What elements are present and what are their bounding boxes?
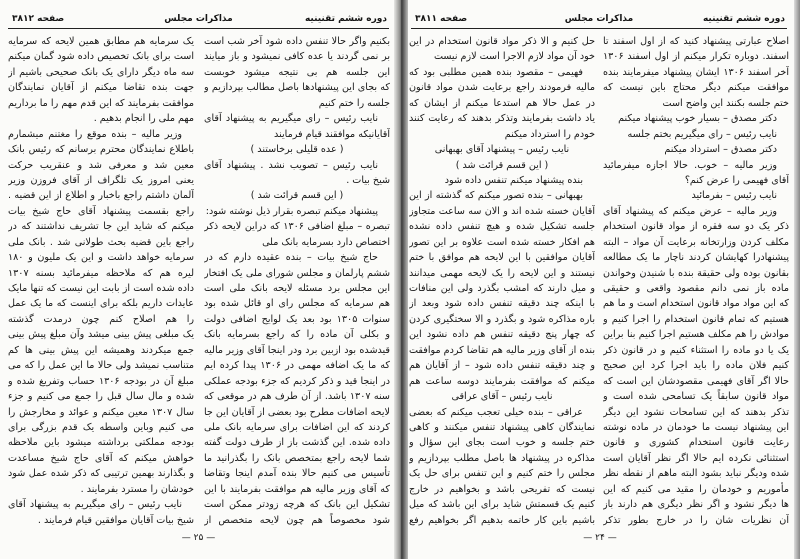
text-line: مأموریم و خودمان را مقید می کنیم که این [603, 483, 789, 495]
page-header [411, 12, 787, 29]
text-line: مبلغ آن در بودجه ۱۳۰۶ حساب وتفریغ شده و [8, 375, 194, 387]
text-line: قیدشده بود ازبین برد ودر اینجا آقای وزیر مالیه [204, 344, 390, 356]
text-line: هم افکار خسته شده است علاوه بر این تصور [409, 236, 595, 248]
text-line: نایب رئیس – تصویب نشد . پیشنهاد آقای [204, 159, 378, 171]
text-line: مجلس را ختم کنیم و این تنفس برای حل یک [409, 468, 595, 480]
text-line: شیخ بیات آقایان موافقین قیام فرمایند . [37, 514, 194, 526]
text-line: اصلاح عبارتی پیشنهاد کنید که از اول اسفند تا [603, 36, 789, 47]
text-line: نیست که تفریحی باشد و بخواهیم در خارج [409, 483, 595, 495]
text-line: بر نمی گردند یا عده کافی نمیشود و باز میایند [204, 51, 390, 63]
text-line: پیشنهادرا کهایشان کردند ناچار ما یک مطالعه [603, 252, 789, 264]
text-line: خودم را استرداد میکنم [504, 128, 595, 140]
text-line: هستیم که تمام قانون استخدام را اجرا کنیم و [603, 313, 789, 325]
text-line: سرمایه خواهد داشت و این یک ملیون و ۱۸۰ [8, 252, 194, 264]
page-3812 [0, 0, 397, 559]
text-line: آقایان موافقین با این لایحه هم موافق با ختم [409, 252, 595, 264]
text-line: بنده از آقای وزیر مالیه هم تقاضا کردم موافقت [409, 344, 595, 356]
text-line: رعایت قانون استخدام کشوری و قانون [603, 437, 789, 449]
text-line: یک سرمایه هم مطابق همین لایحه که سرمایه [8, 36, 194, 47]
page-folio: — ۲۴ — [583, 533, 617, 543]
text-line: باره مذاکره شود و بگذرد و الا سختگیری کردن [409, 313, 595, 325]
page-folio: — ۲۵ — [181, 533, 216, 543]
page-header [8, 12, 389, 29]
text-line: معین شد و معرفی شد و عنقریب حرکت [8, 159, 194, 171]
text-line: باطلاع نمایندگان محترم برسانم که رئیس بانک [8, 144, 194, 156]
text-line: داده شده. این گذشت باز از طرف دولت گفته [204, 437, 390, 449]
text-line: ختم جلسه بکنند این واضح است [662, 97, 789, 109]
text-line: داده شده است از بابت این نیست که تنها مایک [8, 283, 194, 294]
text-line: تشکیل این بانک که هرچه زودتر ممکن است [204, 499, 390, 511]
text-line: حل کنیم و الا ذکر مواد قانون استخدام در این [409, 36, 595, 47]
text-line: سه ماه دیگر دارای یک بانک صحیحی باشیم از [8, 66, 194, 78]
text-line: وزیر مالیه – خوب. حالا اجازه میفرمائید [603, 159, 777, 171]
text-line: حالا اگر آقای فهیمی مقصودشان این است که [603, 375, 789, 387]
text-line: کردند که این اضافات برای سرمایه بانک ملی [204, 421, 390, 433]
text-line: نیستند و این لایحه را یک لایحه مهمی میدانند [409, 267, 595, 279]
section-heading: نایب رئیس – پیشنهاد آقای بهبهانی [434, 144, 570, 156]
section-heading: ( این قسم قرائت شد ) [455, 159, 549, 171]
text-line: خودشان را مسترد بفرمایند . [80, 483, 194, 495]
text-line: را هم اصلاح کنم چون درمدت گذشته [8, 313, 194, 325]
text-line: باشیم باین کار خاتمه بدهیم اگر بخواهیم رفع [409, 514, 595, 526]
book-gutter-shadow [394, 0, 408, 559]
section-heading: نایب رئیس – آقای عراقی [451, 391, 553, 403]
text-line: تأسیس می کنیم حالا بنده آمدم اینجا وتقاضا [204, 468, 390, 480]
text-line: خواهش میکنم که آقای حاج شیخ مساعدت [8, 452, 194, 464]
text-line: حاج شیخ بیات – بنده عقیده دارم که در [204, 252, 378, 264]
text-line: که ما یک اضافه مهمی در ۱۳۰۶ پیدا کرده ایم [204, 360, 390, 372]
text-line: نایب رئیس – رای میگیریم بختم جلسه [627, 128, 777, 140]
text-line: و بگذارند بهمین ترتیبی که ذکر شده عمل شود [8, 468, 194, 480]
text-line: موافقت میکنم دیگر محتاج باین نیست که [603, 82, 789, 94]
text-line: نایب رئیس – رای میگیریم به پیشنهاد آقای [8, 499, 182, 511]
text-line: اسفند. دوباره تکرار میکنم از اول اسفند ۱۳۰۶ [603, 51, 789, 63]
text-line: آلمان داشتم راجع باخبار و اطلاع از این قضیه . [8, 190, 194, 202]
running-title: مذاکرات مجلس [164, 14, 233, 24]
text-line: یک یا دو ماده را استثناء کنیم و در قانون ذکر [603, 344, 789, 356]
text-line: با اینکه چند دقیقه تنفس داده شود وبعد از [409, 298, 595, 310]
session-label: دوره ششم تقنینیه [702, 14, 785, 24]
text-line: سال ۱۳۰۷ معین میکنم و عوائد و مخارجش را [8, 406, 194, 418]
session-label: دوره ششم تقنینیه [304, 14, 387, 24]
text-line: راجع باین قضیه بحث طولانی شد . بانک ملی [8, 236, 194, 248]
text-line: ها دیگر نشود و اگر نظر دیگری هم دارند باز [603, 499, 789, 511]
text-line: سنه ۱۳۰۷ باشد. از آن طرف هم در موقعی که [204, 391, 390, 403]
text-line: مواد قانون سابقاً یک تسامحی شده است و [603, 391, 789, 403]
section-heading: ( این قسم قرائت شد ) [250, 190, 344, 202]
text-line: جهت بنده تقاضا میکنم از آقایان نمایندگان [8, 82, 194, 94]
text-line: وزیر مالیه – بنده موقع را مغتنم میشمارم [8, 128, 182, 140]
text-line: شیخ بیات . [346, 174, 390, 186]
page-number-label: صفحه ۳۸۱۲ [12, 14, 65, 24]
text-line: که چهار پنج دقیقه تنفس هم داده نشود این [409, 329, 595, 341]
text-line: جمع میکردند وهمیشه این پیش بینی ها کم [8, 344, 194, 356]
text-line: یک مبلغی پیش بینی میشد وآن مبلغ پیش بینی [8, 329, 194, 341]
text-line: شما لایحه راجع بمتخصص بانک را بگذرانید ما [204, 452, 390, 464]
text-line: و میل دارند که امشب بگذرد ولی این منافات [409, 283, 595, 294]
running-title: مذاکرات مجلس [564, 14, 634, 24]
text-line: می کنیم وباین واسطه یک قدم بزرگی برای [8, 421, 194, 433]
text-line: ششم پارلمان و مجلس شورای ملی یک افتخار [204, 267, 390, 279]
text-column-left [409, 34, 595, 528]
section-heading: ( عده قلیلی برخاستند ) [250, 144, 344, 156]
text-line: جلسه را ختم کنیم [318, 97, 390, 109]
text-line: بنده پیشنهاد میکنم تنفس داده شود [444, 174, 583, 186]
text-line: بهبهانی – بنده تصور میکنم که گذشته از این [409, 190, 583, 202]
text-line: است برای بانک تخصیص داده شود گمان میکنم [8, 51, 194, 63]
text-line: مالیه فرمودند راجع برعایت شدن مواد قانون [409, 82, 595, 94]
text-line: شود مخصوصاً هم چون لایحه متخصص از [204, 514, 390, 526]
text-line: که این مواد مواد قانون استخدام است و ما هم [603, 298, 789, 310]
text-line: خود آن مواد لازم الاجرا است لازم نیست [433, 51, 595, 63]
text-line: میکنم که موافقت بفرمایند دوسه ساعت هم [409, 375, 595, 387]
page-3811 [405, 0, 795, 559]
text-line: موادش را هم مکلف هستیم اجرا کنیم بنا براین [603, 329, 789, 341]
text-line: میکنم که شاید این جا تشریف نداشتند که در [8, 221, 194, 233]
text-line: سنوات ۱۳۰۵ بود بعد یک لوایح اضافی دولت [204, 313, 390, 325]
text-line: و چند دقیقه تنفس داده شود – از آقایان هم [409, 360, 595, 372]
text-line: فهیمی – مقصود بنده همین مطلبی بود که [409, 66, 583, 78]
text-line: در عمل حالا هم استدعا میکنم از ایشان که [409, 97, 595, 109]
text-line: این پیشنهاد نیست ما خودمان در ماده نوشته [603, 421, 789, 433]
text-line: کنیم فلان ماده را باید اجرا کرد این صحیح [603, 360, 789, 372]
text-line: این مجلس برد مسئله لایحه بانک ملی است [204, 283, 390, 294]
text-line: یعنی امروز یک تلگراف از آقای فروزن وزیر [8, 174, 194, 186]
text-line: نایب رئیس – رای میگیریم به پیشنهاد آقای [204, 113, 378, 125]
text-line: متناسب نمیشد ولی حالا ما این عمل را که می [8, 360, 194, 372]
text-line: و بکلی آن ماده را که راجع بسرمایه بانک [204, 329, 390, 341]
page-edge-shadow [794, 0, 800, 559]
text-line: شده ودیگر نباید بشود البته ماهم از نقطه نظر [603, 468, 789, 480]
text-line: وزیر مالیه – عرض میکنم که پیشنهاد آقای [603, 205, 777, 217]
text-line: این جلسه هم بی نتیجه میشود خوبست [204, 66, 390, 78]
text-line: لیره هم که ملاحظه میفرمائید بسنه ۱۳۰۷ [8, 267, 194, 279]
text-line: هم سرمایه که مجلس رای او قائل شده بود [204, 298, 390, 310]
text-line: عایدات داریم بلکه برای اینست که ما یک عمل [8, 298, 194, 310]
text-line: کنیم یک قسمتش شاید برای این باشد که میل [409, 499, 595, 511]
text-line: آقایانیکه موافقند قیام فرمایند [274, 128, 390, 140]
text-line: ماده باز نمی دانم مقصود واقعی و حقیقی [603, 283, 789, 294]
text-line: ختم جلسه و خوب است بجای این سؤال و [409, 437, 595, 449]
text-line: اختصاص دارد بسرمایه بانک ملی [262, 236, 390, 248]
page-number-label: صفحه ۳۸۱۱ [415, 14, 468, 24]
text-line: مکلف کردن وزارتخانه برعایت آن مواد – البته [603, 236, 789, 248]
text-line: آقایان خسته شده اند و الان سه ساعت متجاوز [409, 205, 595, 217]
text-line: لایحه اضافات مطرح بود بعضی از آقایان این جا [204, 406, 390, 418]
text-line: موافقت بفرمایند که این قدم مهم را ما برداریم [8, 97, 194, 109]
text-line: آخر اسفند ۱۳۰۶ ایشان پیشنهاد میفرمایند بنده [603, 66, 789, 78]
text-line: تبصره – مبلغ اضافی ۱۳۰۶ که دراین لایحه ذکر [204, 221, 390, 233]
text-line: مذاکره در پیشنهاد ها باصل مطلب بپردازیم و [409, 452, 595, 464]
text-line: پیشنهاد میکنم تبصره بقرار ذیل نوشته شود: [205, 205, 378, 217]
text-line: جلسه تشکیل شده و هیچ تنفس داده نشده [409, 221, 595, 233]
text-line: نمایندگان کاهی پیشنهاد تنفس میکنند و کاهی [409, 421, 595, 433]
text-line: راجع بقسمت پیشنهاد آقای حاج شیخ بیات [8, 205, 194, 217]
text-line: شده و مال سال قبل را جمع می کنیم و جزء [8, 391, 194, 403]
text-line: که بجای این پیشنهادها باصل مطالب بپردازیم و [204, 82, 390, 94]
text-line: تذکر بدهند که این تسامحات نشود این دیگر [603, 406, 789, 418]
text-line: مهم ملی را انجام بدهیم . [93, 113, 194, 125]
text-line: در اینجا قید و ذکر کردیم که جزء بودجه عملکی [204, 375, 390, 387]
text-line: استثنائی نکرده ایم حالا اگر نظر آقایان است [603, 452, 789, 464]
text-line: بکنیم واگر حالا تنفس داده شود آخر شب است [204, 36, 390, 47]
text-line: دکتر مصدق – استرداد میکنم [664, 144, 777, 156]
text-line: دکتر مصدق – بسیار خوب پیشنهاد میکنم [618, 113, 777, 125]
text-line: که آقای وزیر مالیه هم موافقت بفرمایند با این [204, 483, 390, 495]
text-line: نایب رئیس – بفرمائید [691, 190, 777, 202]
text-line: ذکر یک دو سه فقره از مواد قانون استخدام [603, 221, 789, 233]
text-column-right [603, 34, 789, 528]
text-column-left [8, 34, 194, 528]
text-line: یاد داشت بفرمایند وتذکر بدهند که رعایت کنند [409, 113, 595, 125]
text-line: بودجه مملکتی برداشته میشود باین ملاحظه [8, 437, 194, 449]
text-column-right [204, 34, 390, 528]
text-line: بقانون بوده ولی حقیقة بنده با شنیدن وخواندن [603, 267, 789, 279]
text-line: عراقی – بنده خیلی تعجب میکنم که بعضی [409, 406, 583, 418]
text-line: آقای فهیمی را عرض کنم؟ [684, 174, 789, 186]
text-line: آن نظریات شان را در خارج بطور تذکر [603, 514, 789, 526]
